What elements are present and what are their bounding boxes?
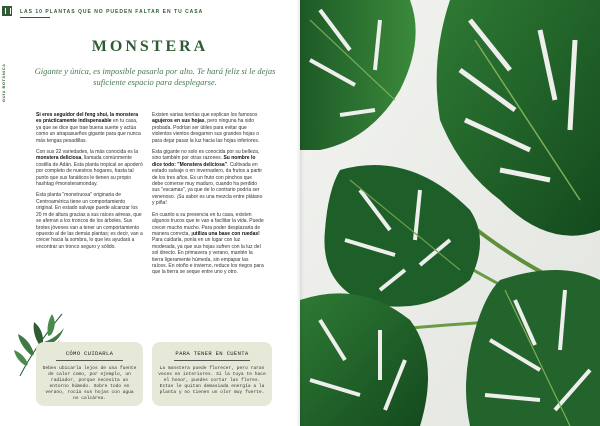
text-column-2 [152,112,264,281]
keep-in-mind-title: PARA TENER EN CUENTA [175,350,249,357]
bold-term: ¡utiliza una base con ruedas! [191,230,260,237]
care-tips-title: CÓMO CUIDARLA [65,350,114,357]
paragraph-text: Esta gigante no solo es conocida por su belleza, sino también por otras razones. [152,149,260,162]
bold-term: Su nombre lo dice todo: "Monstera deliciosa" [152,155,256,168]
paragraph-text: en tu casa, ya que se dice que trae buena suerte y actúa como un atrapasueños gigante para que nunca más tengas pesadillas. [36,118,141,144]
care-tips-text: Debes ubicarla lejos de una fuente de calor como, por ejemplo, un radiador, porque necesita un entorno húmedo. Sobre todo en verano, rocía sus hojas con agua no calcárea. [42,365,137,401]
paragraph-text: Existen varias teorías que explican los famosos [152,112,258,118]
paragraph: Esta planta "monstruosa" originaria de Centroamérica tiene un comportamiento original. En estado salvaje puede alcanzar los 20 m de altura gracias a sus raíces aéreas, que se aferran a los troncos de los árboles. Sus brotes jóvenes van a tener un comportamiento opuesto al de las demás plantas; es decir, van a crecer hacia la sombra, lo que les ayudará a encontrar un tronco seguro y sólido. [36,192,143,250]
paragraph [152,149,264,207]
care-tips-box [36,342,143,406]
page-title: MONSTERA [91,38,209,55]
box-divider [56,360,123,361]
paragraph-text: . Cultivada en estado salvaje o en invernadero, da frutos a partir de los tres años. Es un fruto con pinchos que debe comerse muy maduro, cuando ha perdido sus "escamas", ya que de lo contrario podría ser venenoso. ¡Su sabor es una mezcla entre plátano y piña! [152,161,263,207]
paragraph-text: En cuanto a su presencia en tu casa, existen algunos trucos que te van a facilitar la vida. Puede crecer mucho mucho. Para poder desplazarla de manera correcta, [152,211,264,237]
monstera-leaves-photo [300,0,600,426]
paragraph [36,112,143,144]
magazine-logo-icon [2,6,12,16]
paragraph [152,112,264,144]
keep-in-mind-text: La monstera puede florecer, pero raras veces en interiores. Si la tuya te hace el honor, puedes cortar las flores. Estas le quitan demasiada energía a la planta y no tienen un olor muy fuerte. [158,365,266,395]
paragraph-text: , llamada comúnmente costilla de Adán. Esta planta tropical se apoderó por completo de nuestros hogares, hasta tal punto que sus fanáticos le tienen su propio hashtag #monsteramonday. [36,155,143,188]
box-divider [174,360,250,361]
page-gutter [296,0,304,426]
paragraph-text: Para cuidarla, ponla en un lugar con luz moderada, ya que sus hojas sufren con la luz del sol directo. En primavera y verano, mantén la tierra ligeramente húmeda, sin empapar las raíces. En otoño e invierno, reduce los riegos para que la tierra se seque entre uno y otro. [152,237,264,276]
page-subtitle: Gigante y única, es imposible pasarla por alto. Te hará feliz si le dejas suficiente espacio para desplegarse. [34,66,276,87]
text-column-1 [36,112,143,255]
bold-term: monstera deliciosa [36,155,82,162]
bold-term: agujeros en sus hojas [152,118,205,125]
keep-in-mind-box [152,342,272,406]
paragraph-text: , pero ninguna ha sido probada. Podrían ser útiles para evitar que violentos vientos desgarren sus grandes hojas o para dejar pasar la luz hacia las hojas inferiores. [152,118,260,144]
bold-lead: Si eres seguidor del feng shui, la monstera es prácticamente indispensable [36,112,138,125]
paragraph-text: Con sus 22 variedades, la más conocida es la [36,149,139,156]
running-head-rule [20,17,50,18]
paragraph [36,149,143,187]
running-head: LAS 10 PLANTAS QUE NO PUEDEN FALTAR EN TU CASA [20,9,204,15]
edge-section-label: GUÍA BOTÁNICA [1,63,6,102]
paragraph [152,212,264,276]
right-page-photo [300,0,600,426]
